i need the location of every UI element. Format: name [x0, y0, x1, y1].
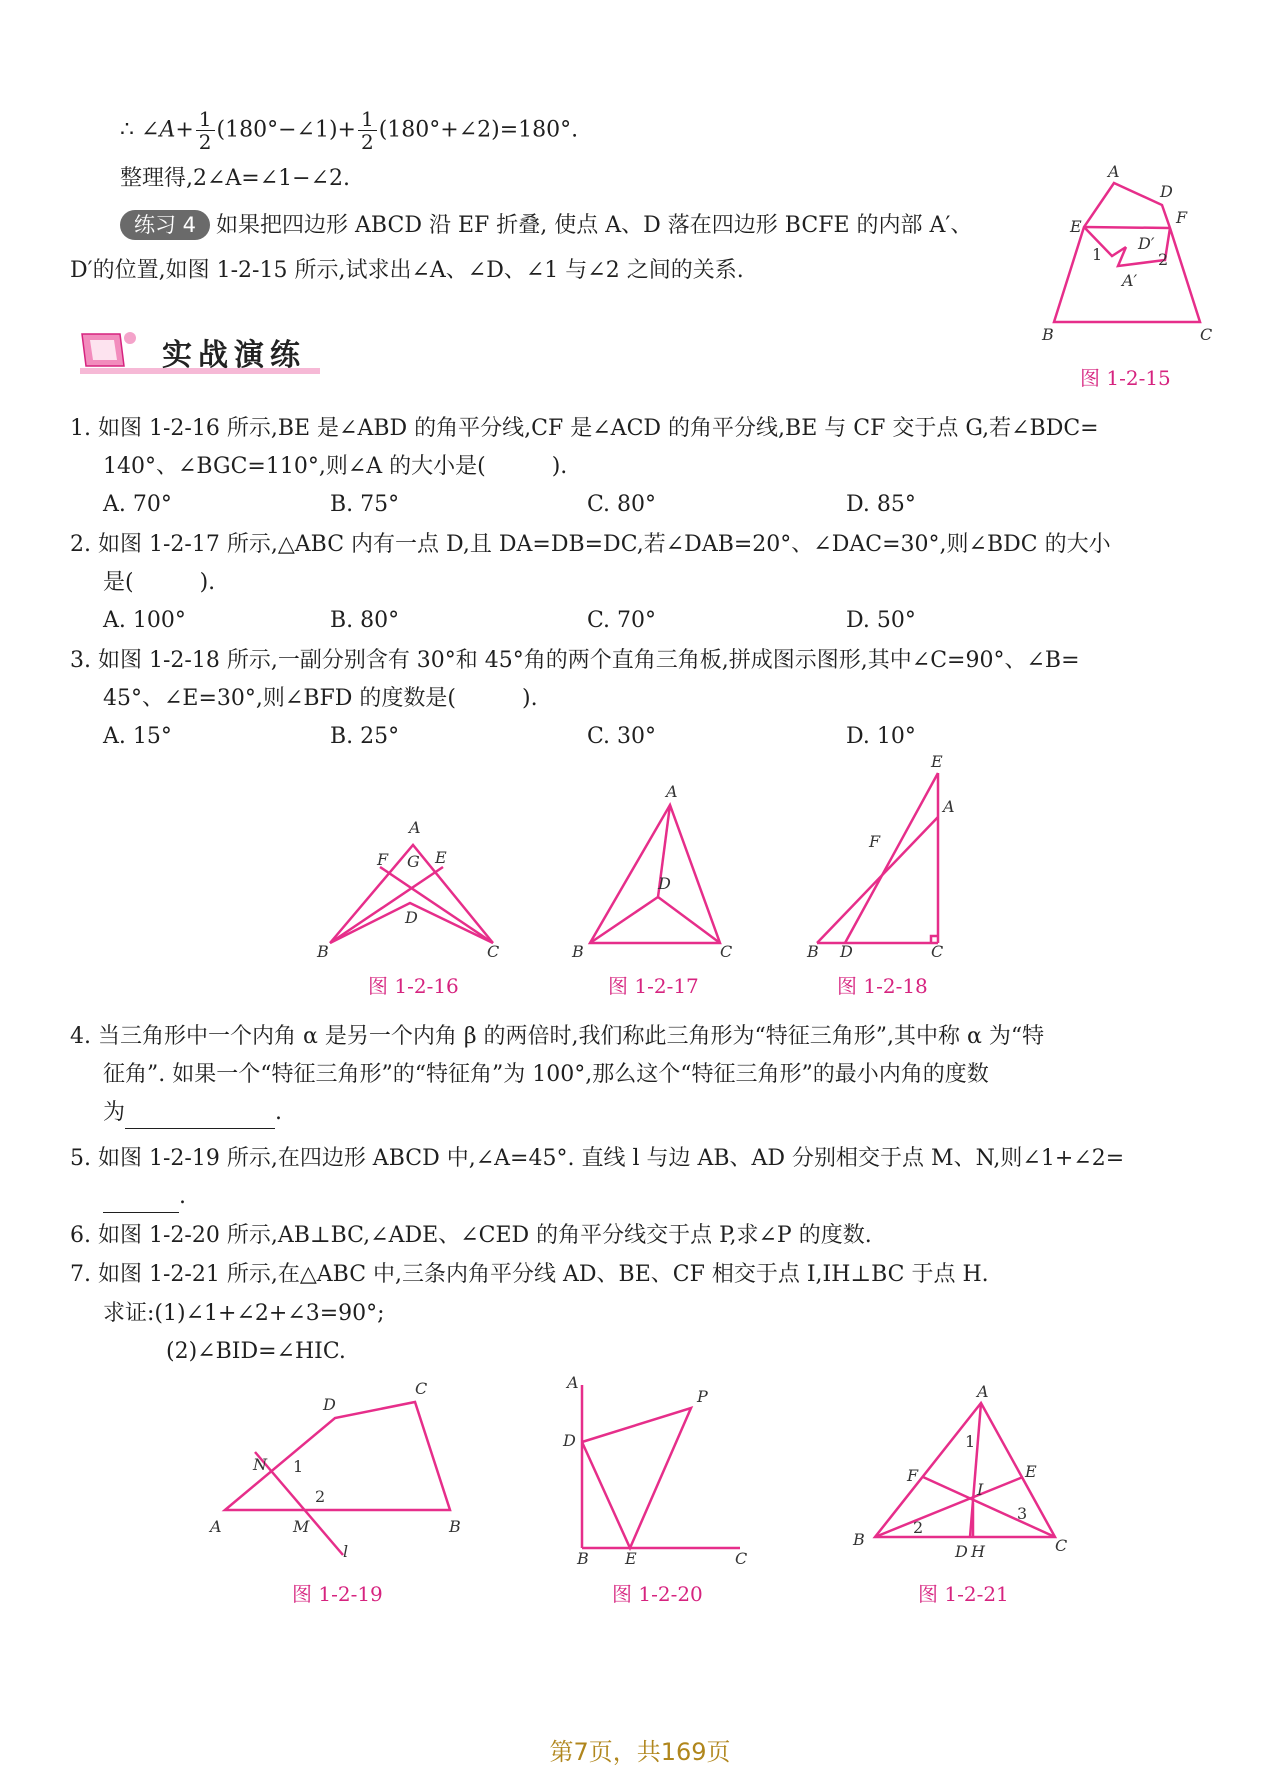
- section-header: [70, 322, 330, 386]
- q1-option-d: D. 85°: [846, 492, 916, 517]
- svg-text:2: 2: [315, 1487, 326, 1506]
- q3-line2: 45°、∠E=30°,则∠BFD 的度数是( ).: [103, 686, 538, 711]
- q2-option-d: D. 50°: [846, 608, 916, 633]
- svg-text:3: 3: [1017, 1504, 1028, 1523]
- q5-line2: .: [103, 1182, 186, 1213]
- equation-line: ∴ ∠A+ $\frac{1}{2}$ (180°−∠1)+ $\frac{1}{2}$ (180°+∠2)=180°.: [120, 107, 579, 154]
- figure-1-2-21: [845, 1385, 1070, 1565]
- simplified-line: 整理得,2∠A=∠1−∠2.: [120, 166, 351, 191]
- svg-text:D: D: [563, 1431, 576, 1450]
- figure-caption: 图 1-2-18: [837, 974, 928, 998]
- svg-text:A: A: [567, 1373, 579, 1392]
- practice-badge: 练习 4: [120, 210, 210, 240]
- svg-text:1: 1: [965, 1432, 976, 1451]
- figure-caption: 图 1-2-15: [1080, 366, 1171, 390]
- svg-text:A: A: [666, 785, 678, 801]
- svg-text:C: C: [415, 1380, 428, 1398]
- q3-option-d: D. 10°: [846, 724, 916, 749]
- figure-caption: 图 1-2-19: [292, 1582, 383, 1606]
- svg-text:A: A: [1108, 165, 1120, 181]
- svg-text:D: D: [955, 1542, 968, 1561]
- answer-blank: [103, 1182, 179, 1213]
- q4-line1: 4. 当三角形中一个内角 α 是另一个内角 β 的两倍时,我们称此三角形为“特征三角形”,其中称 α 为“特: [70, 1024, 1045, 1049]
- svg-text:M: M: [293, 1517, 310, 1536]
- svg-text:E: E: [1025, 1462, 1037, 1481]
- svg-text:B: B: [577, 1549, 589, 1565]
- svg-text:E: E: [435, 848, 447, 867]
- svg-text:C: C: [1055, 1536, 1068, 1555]
- svg-text:C: C: [1200, 325, 1213, 344]
- q3-option-b: B. 25°: [330, 724, 400, 749]
- svg-text:C: C: [735, 1549, 748, 1565]
- q2-option-a: A. 100°: [103, 608, 186, 633]
- q4-line3: 为 .: [103, 1098, 282, 1129]
- q7-line3: (2)∠BID=∠HIC.: [166, 1339, 346, 1364]
- svg-text:C: C: [931, 942, 944, 960]
- fraction-half: $\frac{1}{2}$: [196, 108, 215, 153]
- page-number-footer: 第7页，共169页: [549, 1738, 731, 1766]
- q3-option-c: C. 30°: [587, 724, 657, 749]
- practice4-line1: 练习 4 如果把四边形 ABCD 沿 EF 折叠, 使点 A、D 落在四边形 BCFE 的内部 A′、: [120, 210, 972, 241]
- svg-text:A′: A′: [1122, 271, 1138, 290]
- figure-1-2-19: [205, 1380, 470, 1565]
- svg-text:B: B: [317, 942, 329, 960]
- svg-text:H: H: [971, 1542, 985, 1561]
- section-title: 实战演练: [162, 338, 306, 373]
- figure-1-2-15: [1040, 165, 1220, 345]
- q2-line1: 2. 如图 1-2-17 所示,△ABC 内有一点 D,且 DA=DB=DC,若∠DAB=20°、∠DAC=30°,则∠BDC 的大小: [70, 532, 1111, 557]
- svg-text:D: D: [658, 874, 671, 893]
- q5-line1: 5. 如图 1-2-19 所示,在四边形 ABCD 中,∠A=45°. 直线 l 与边 AB、AD 分别相交于点 M、N,则∠1+∠2=: [70, 1146, 1125, 1171]
- figure-1-2-17: [570, 785, 740, 960]
- figure-caption: 图 1-2-20: [612, 1582, 703, 1606]
- q2-option-b: B. 80°: [330, 608, 400, 633]
- q7-line1: 7. 如图 1-2-21 所示,在△ABC 中,三条内角平分线 AD、BE、CF 相交于点 I,IH⊥BC 于点 H.: [70, 1262, 989, 1287]
- svg-text:F: F: [869, 832, 881, 851]
- figure-caption: 图 1-2-21: [918, 1582, 1009, 1606]
- svg-text:B: B: [853, 1530, 865, 1549]
- svg-text:P: P: [697, 1387, 708, 1406]
- q1-option-b: B. 75°: [330, 492, 400, 517]
- figure-1-2-18: [805, 755, 975, 960]
- svg-text:B: B: [449, 1517, 461, 1536]
- svg-text:C: C: [720, 942, 733, 960]
- svg-text:A: A: [210, 1517, 222, 1536]
- q2-line2: 是( ).: [103, 570, 216, 595]
- q2-option-c: C. 70°: [587, 608, 657, 633]
- svg-text:I: I: [977, 1480, 984, 1499]
- svg-text:D: D: [323, 1395, 336, 1414]
- svg-text:B: B: [1042, 325, 1054, 344]
- svg-text:E: E: [625, 1549, 637, 1565]
- svg-text:A: A: [977, 1385, 989, 1401]
- figure-1-2-16: [315, 815, 505, 960]
- svg-text:N: N: [253, 1455, 267, 1474]
- svg-text:E: E: [931, 755, 943, 771]
- svg-text:B: B: [572, 942, 584, 960]
- svg-text:1: 1: [293, 1457, 304, 1476]
- svg-text:A: A: [943, 797, 955, 816]
- svg-text:F: F: [377, 850, 389, 869]
- svg-text:D′: D′: [1138, 234, 1155, 253]
- q1-line2: 140°、∠BGC=110°,则∠A 的大小是( ).: [103, 454, 568, 479]
- answer-blank: [125, 1098, 275, 1129]
- q3-line1: 3. 如图 1-2-18 所示,一副分别含有 30°和 45°角的两个直角三角板,拼成图示图形,其中∠C=90°、∠B=: [70, 648, 1080, 673]
- svg-text:1: 1: [1092, 245, 1103, 264]
- svg-text:F: F: [907, 1466, 919, 1485]
- q1-line1: 1. 如图 1-2-16 所示,BE 是∠ABD 的角平分线,CF 是∠ACD 的角平分线,BE 与 CF 交于点 G,若∠BDC=: [70, 416, 1099, 441]
- q4-line2: 征角”. 如果一个“特征三角形”的“特征角”为 100°,那么这个“特征三角形”的最小内角的度数: [103, 1062, 989, 1087]
- q1-option-c: C. 80°: [587, 492, 657, 517]
- svg-text:D: D: [840, 942, 853, 960]
- practice4-line2: D′的位置,如图 1-2-15 所示,试求出∠A、∠D、∠1 与∠2 之间的关系.: [70, 258, 744, 283]
- q3-option-a: A. 15°: [103, 724, 172, 749]
- q6-line1: 6. 如图 1-2-20 所示,AB⊥BC,∠ADE、∠CED 的角平分线交于点 P,求∠P 的度数.: [70, 1223, 872, 1248]
- svg-text:A: A: [409, 818, 421, 837]
- svg-text:2: 2: [1158, 250, 1169, 269]
- svg-text:l: l: [343, 1542, 349, 1561]
- figure-1-2-20: [555, 1370, 755, 1565]
- svg-text:G: G: [407, 852, 420, 871]
- svg-text:F: F: [1176, 208, 1188, 227]
- svg-text:D: D: [1160, 182, 1173, 201]
- svg-text:D: D: [405, 908, 418, 927]
- svg-text:C: C: [487, 942, 500, 960]
- svg-text:2: 2: [913, 1518, 924, 1537]
- svg-text:B: B: [807, 942, 819, 960]
- figure-caption: 图 1-2-17: [608, 974, 699, 998]
- q7-line2: 求证:(1)∠1+∠2+∠3=90°;: [103, 1301, 385, 1326]
- q1-option-a: A. 70°: [103, 492, 172, 517]
- svg-text:E: E: [1070, 217, 1082, 236]
- figure-caption: 图 1-2-16: [368, 974, 459, 998]
- fraction-half: $\frac{1}{2}$: [358, 108, 377, 153]
